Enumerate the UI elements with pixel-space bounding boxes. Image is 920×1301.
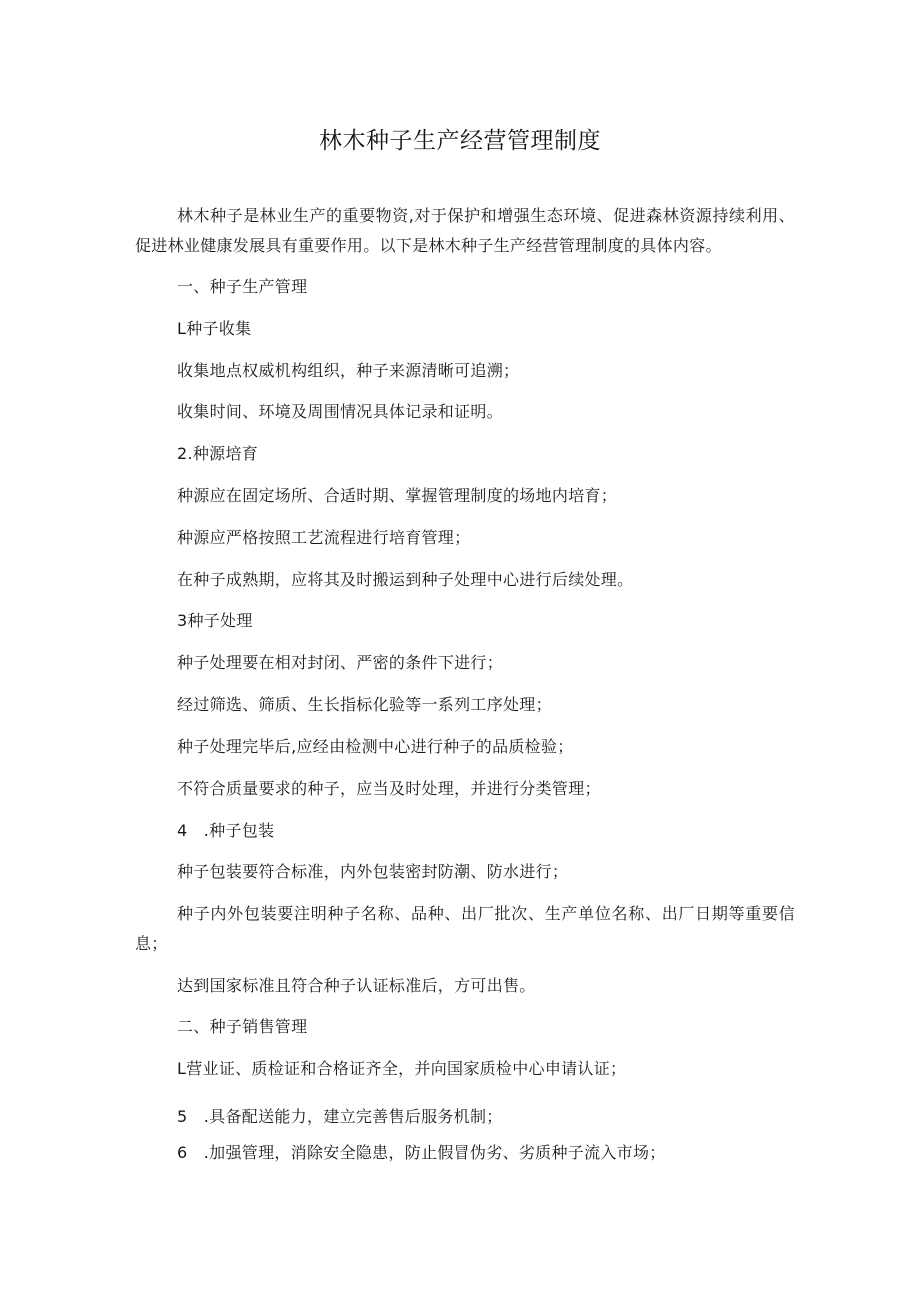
- list-item: 在种子成熟期，应将其及时搬运到种子处理中心进行后续处理。: [177, 570, 634, 589]
- list-item: 6 .加强管理，消除安全隐患，防止假冒伪劣、劣质种子流入市场；: [177, 1143, 666, 1162]
- list-item: 种源应在固定场所、合适时期、掌握管理制度的场地内培育；: [177, 486, 618, 505]
- list-item: L营业证、质检证和合格证齐全，并向国家质检中心申请认证；: [177, 1059, 627, 1078]
- list-item: 种源应严格按照工艺流程进行培育管理；: [177, 528, 471, 547]
- list-item: 收集地点权威机构组织，种子来源清晰可追溯；: [177, 361, 520, 380]
- list-item: 种子处理完毕后,应经由检测中心进行种子的品质检验；: [177, 737, 574, 756]
- list-item: 经过筛选、筛质、生长指标化验等一系列工序处理；: [177, 695, 552, 714]
- list-item: 种子处理要在相对封闭、严密的条件下进行；: [177, 653, 504, 672]
- list-item: 达到国家标准且符合种子认证标准后，方可出售。: [177, 976, 536, 995]
- section-heading-production: 一、种子生产管理: [177, 277, 308, 296]
- list-item-paragraph: 种子内外包装要注明种子名称、品种、出厂批次、生产单位名称、出厂日期等重要信息；: [135, 904, 795, 953]
- subheading-seed-collection: L种子收集: [177, 319, 252, 338]
- document-title: 林木种子生产经营管理制度: [319, 128, 601, 154]
- list-item: 不符合质量要求的种子，应当及时处理，并进行分类管理；: [177, 779, 601, 798]
- section-heading-sales: 二、种子销售管理: [177, 1017, 308, 1036]
- subheading-seed-processing: 3种子处理: [177, 611, 253, 630]
- subheading-seed-packaging: 4 .种子包装: [177, 821, 275, 840]
- list-item: 种子包装要符合标准，内外包装密封防潮、防水进行；: [177, 862, 569, 881]
- list-item: 5 .具备配送能力，建立完善售后服务机制；: [177, 1107, 503, 1126]
- list-item: 收集时间、环境及周围情况具体记录和证明。: [177, 402, 504, 421]
- subheading-seed-source-cultivation: 2.种源培育: [177, 444, 259, 463]
- intro-paragraph: 林木种子是林业生产的重要物资,对于保护和增强生态环境、促进森林资源持续利用、促进林业健康发展具有重要作用。以下是林木种子生产经营管理制度的具体内容。: [135, 206, 795, 255]
